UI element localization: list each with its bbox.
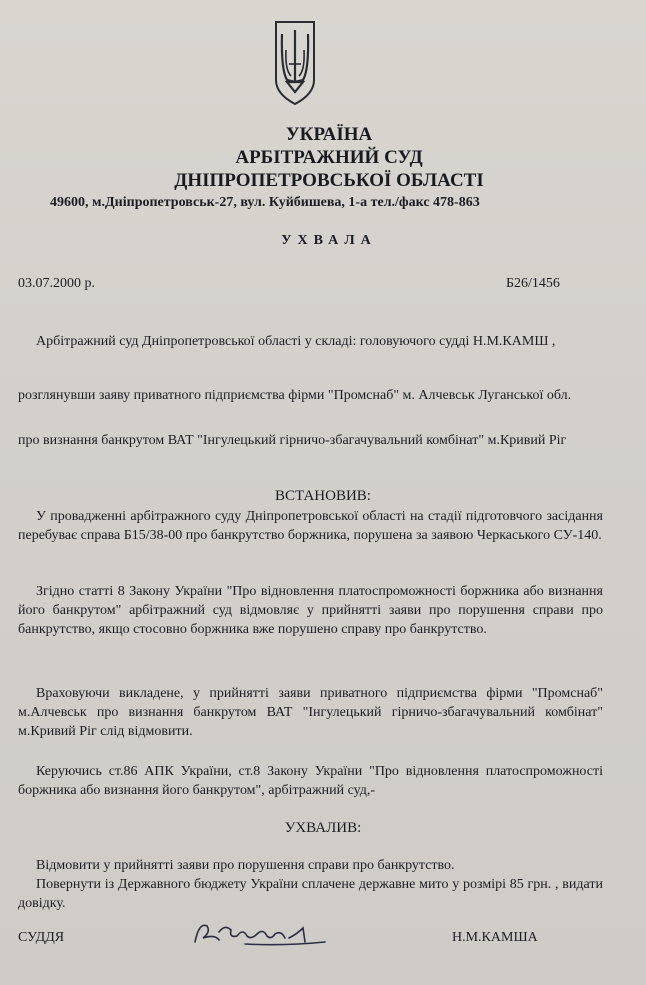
document-date: 03.07.2000 р.	[18, 276, 95, 291]
paragraph-application: розглянувши заяву приватного підприємства фірми "Промснаб" м. Алчевськ Луганської обл.	[18, 388, 572, 403]
judge-name: Н.М.КАМША	[452, 930, 538, 945]
resolved-heading: УХВАЛИВ:	[284, 820, 362, 836]
header-address: 49600, м.Дніпропетровськ-27, вул. Куйбишева, 1-а тел./факс 478-863	[50, 195, 480, 210]
case-number: Б26/1456	[506, 276, 560, 291]
paragraph-refusal: Відмовити у прийнятті заяви про порушення справи про банкрутство.	[36, 858, 455, 873]
signature-label: СУДДЯ	[18, 930, 65, 945]
paragraph-court-composition: Арбітражний суд Дніпропетровської області у складі: головуючого судді Н.М.КАМШ ,	[36, 334, 556, 349]
paragraph-subject: про визнання банкрутом ВАТ "Інгулецький гірничо-збагачувальний комбінат" м.Кривий Ріг	[18, 433, 567, 448]
paragraph-fee-return: Повернути із Державного бюджету України сплачене державне мито у розмірі 85 грн. , видати довідку.	[18, 877, 603, 911]
trident-emblem-icon	[273, 20, 317, 106]
paragraph-conclusion: Враховуючи викладене, у прийнятті заяви приватного підприємства фірми "Промснаб" м.Алчевськ про визнання банкрутом ВАТ "Інгулецький гірничо-збагачувальний комбінат" м.Кривий Ріг слід відмовити.	[18, 686, 603, 739]
paragraph-legal-basis: Керуючись ст.86 АПК України, ст.8 Закону України "Про відновлення платоспроможності боржника або визнання його банкрутом", арбітражний суд,-	[18, 764, 603, 798]
document-title: УХВАЛА	[281, 233, 377, 248]
header-region: ДНІПРОПЕТРОВСЬКОЇ ОБЛАСТІ	[174, 170, 484, 191]
paragraph-law-article: Згідно статті 8 Закону України "Про відновлення платоспроможності боржника або визнання його банкрутом" арбітражний суд відмовляє у прийнятті заяви про порушення справи про банкрутство, якщо стосовно боржника вже порушено справу про банкрутство.	[18, 584, 603, 637]
paragraph-proceedings: У провадженні арбітражного суду Дніпропетровської області на стадії підготовчого засідання перебуває справа Б15/38-00 про банкрутство боржника, порушена за заявою Черкаського СУ-140.	[18, 509, 603, 543]
established-heading: ВСТАНОВИВ:	[275, 488, 371, 504]
header-court: АРБІТРАЖНИЙ СУД	[235, 147, 423, 168]
handwritten-signature-icon	[185, 914, 335, 954]
header-country: УКРАЇНА	[285, 124, 373, 145]
